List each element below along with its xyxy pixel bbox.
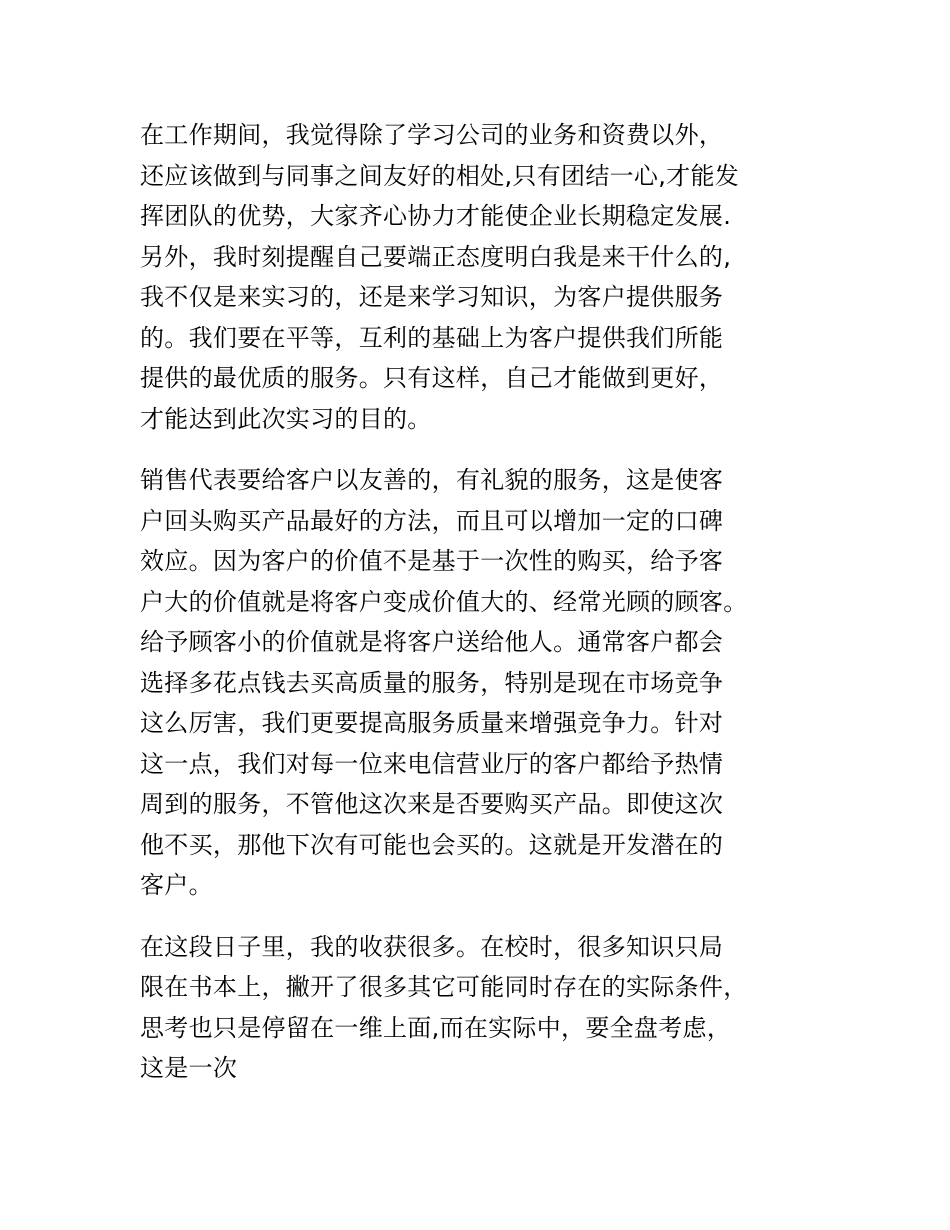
text-line: 户回头购买产品最好的方法，而且可以增加一定的口碑 (140, 506, 724, 535)
paragraph-2 (140, 460, 820, 906)
text-line: 还应该做到与同事之间友好的相处,只有团结一心,才能发 (140, 161, 740, 190)
text-line: 销售代表要给客户以友善的，有礼貌的服务，这是使客 (140, 466, 724, 494)
text-line: 思考也只是停留在一维上面,而在实际中，要全盘考虑， (140, 1013, 732, 1042)
document-body (140, 115, 820, 1110)
text-line: 另外，我时刻提醒自己要端正态度明白我是来干什么的, (140, 242, 732, 271)
text-line: 在工作期间，我觉得除了学习公司的业务和资费以外， (140, 121, 724, 149)
text-line: 效应。因为客户的价值不是基于一次性的购买，给予客 (140, 547, 724, 575)
text-line: 挥团队的优势，大家齐心协力才能使企业长期稳定发展. (140, 202, 732, 230)
text-line: 限在书本上，撇开了很多其它可能同时存在的实际条件， (140, 973, 748, 1001)
text-line: 户大的价值就是将客户变成价值大的、经常光顾的顾客。 (140, 587, 748, 616)
text-line: 我不仅是来实习的，还是来学习知识，为客户提供服务 (140, 283, 724, 311)
text-line: 选择多花点钱去买高质量的服务，特别是现在市场竞争 (140, 668, 724, 697)
paragraph-3 (140, 927, 820, 1089)
text-line: 周到的服务，不管他这次来是否要购买产品。即使这次 (140, 790, 724, 818)
text-line: 这么厉害，我们更要提高服务质量来增强竞争力。针对 (140, 709, 724, 737)
text-line: 他不买，那他下次有可能也会买的。这就是开发潜在的 (140, 830, 724, 859)
paragraph-1 (140, 115, 820, 439)
text-line: 的。我们要在平等，互利的基础上为客户提供我们所能 (140, 323, 724, 352)
text-line: 客户。 (140, 871, 213, 899)
text-line: 提供的最优质的服务。只有这样，自己才能做到更好， (140, 364, 724, 392)
text-line: 在这段日子里，我的收获很多。在校时，很多知识只局 (140, 932, 724, 961)
text-line: 这一点，我们对每一位来电信营业厅的客户都给予热情 (140, 749, 724, 778)
text-line: 这是一次 (140, 1054, 238, 1082)
text-line: 给予顾客小的价值就是将客户送给他人。通常客户都会 (140, 628, 724, 656)
text-line: 才能达到此次实习的目的。 (140, 404, 432, 433)
